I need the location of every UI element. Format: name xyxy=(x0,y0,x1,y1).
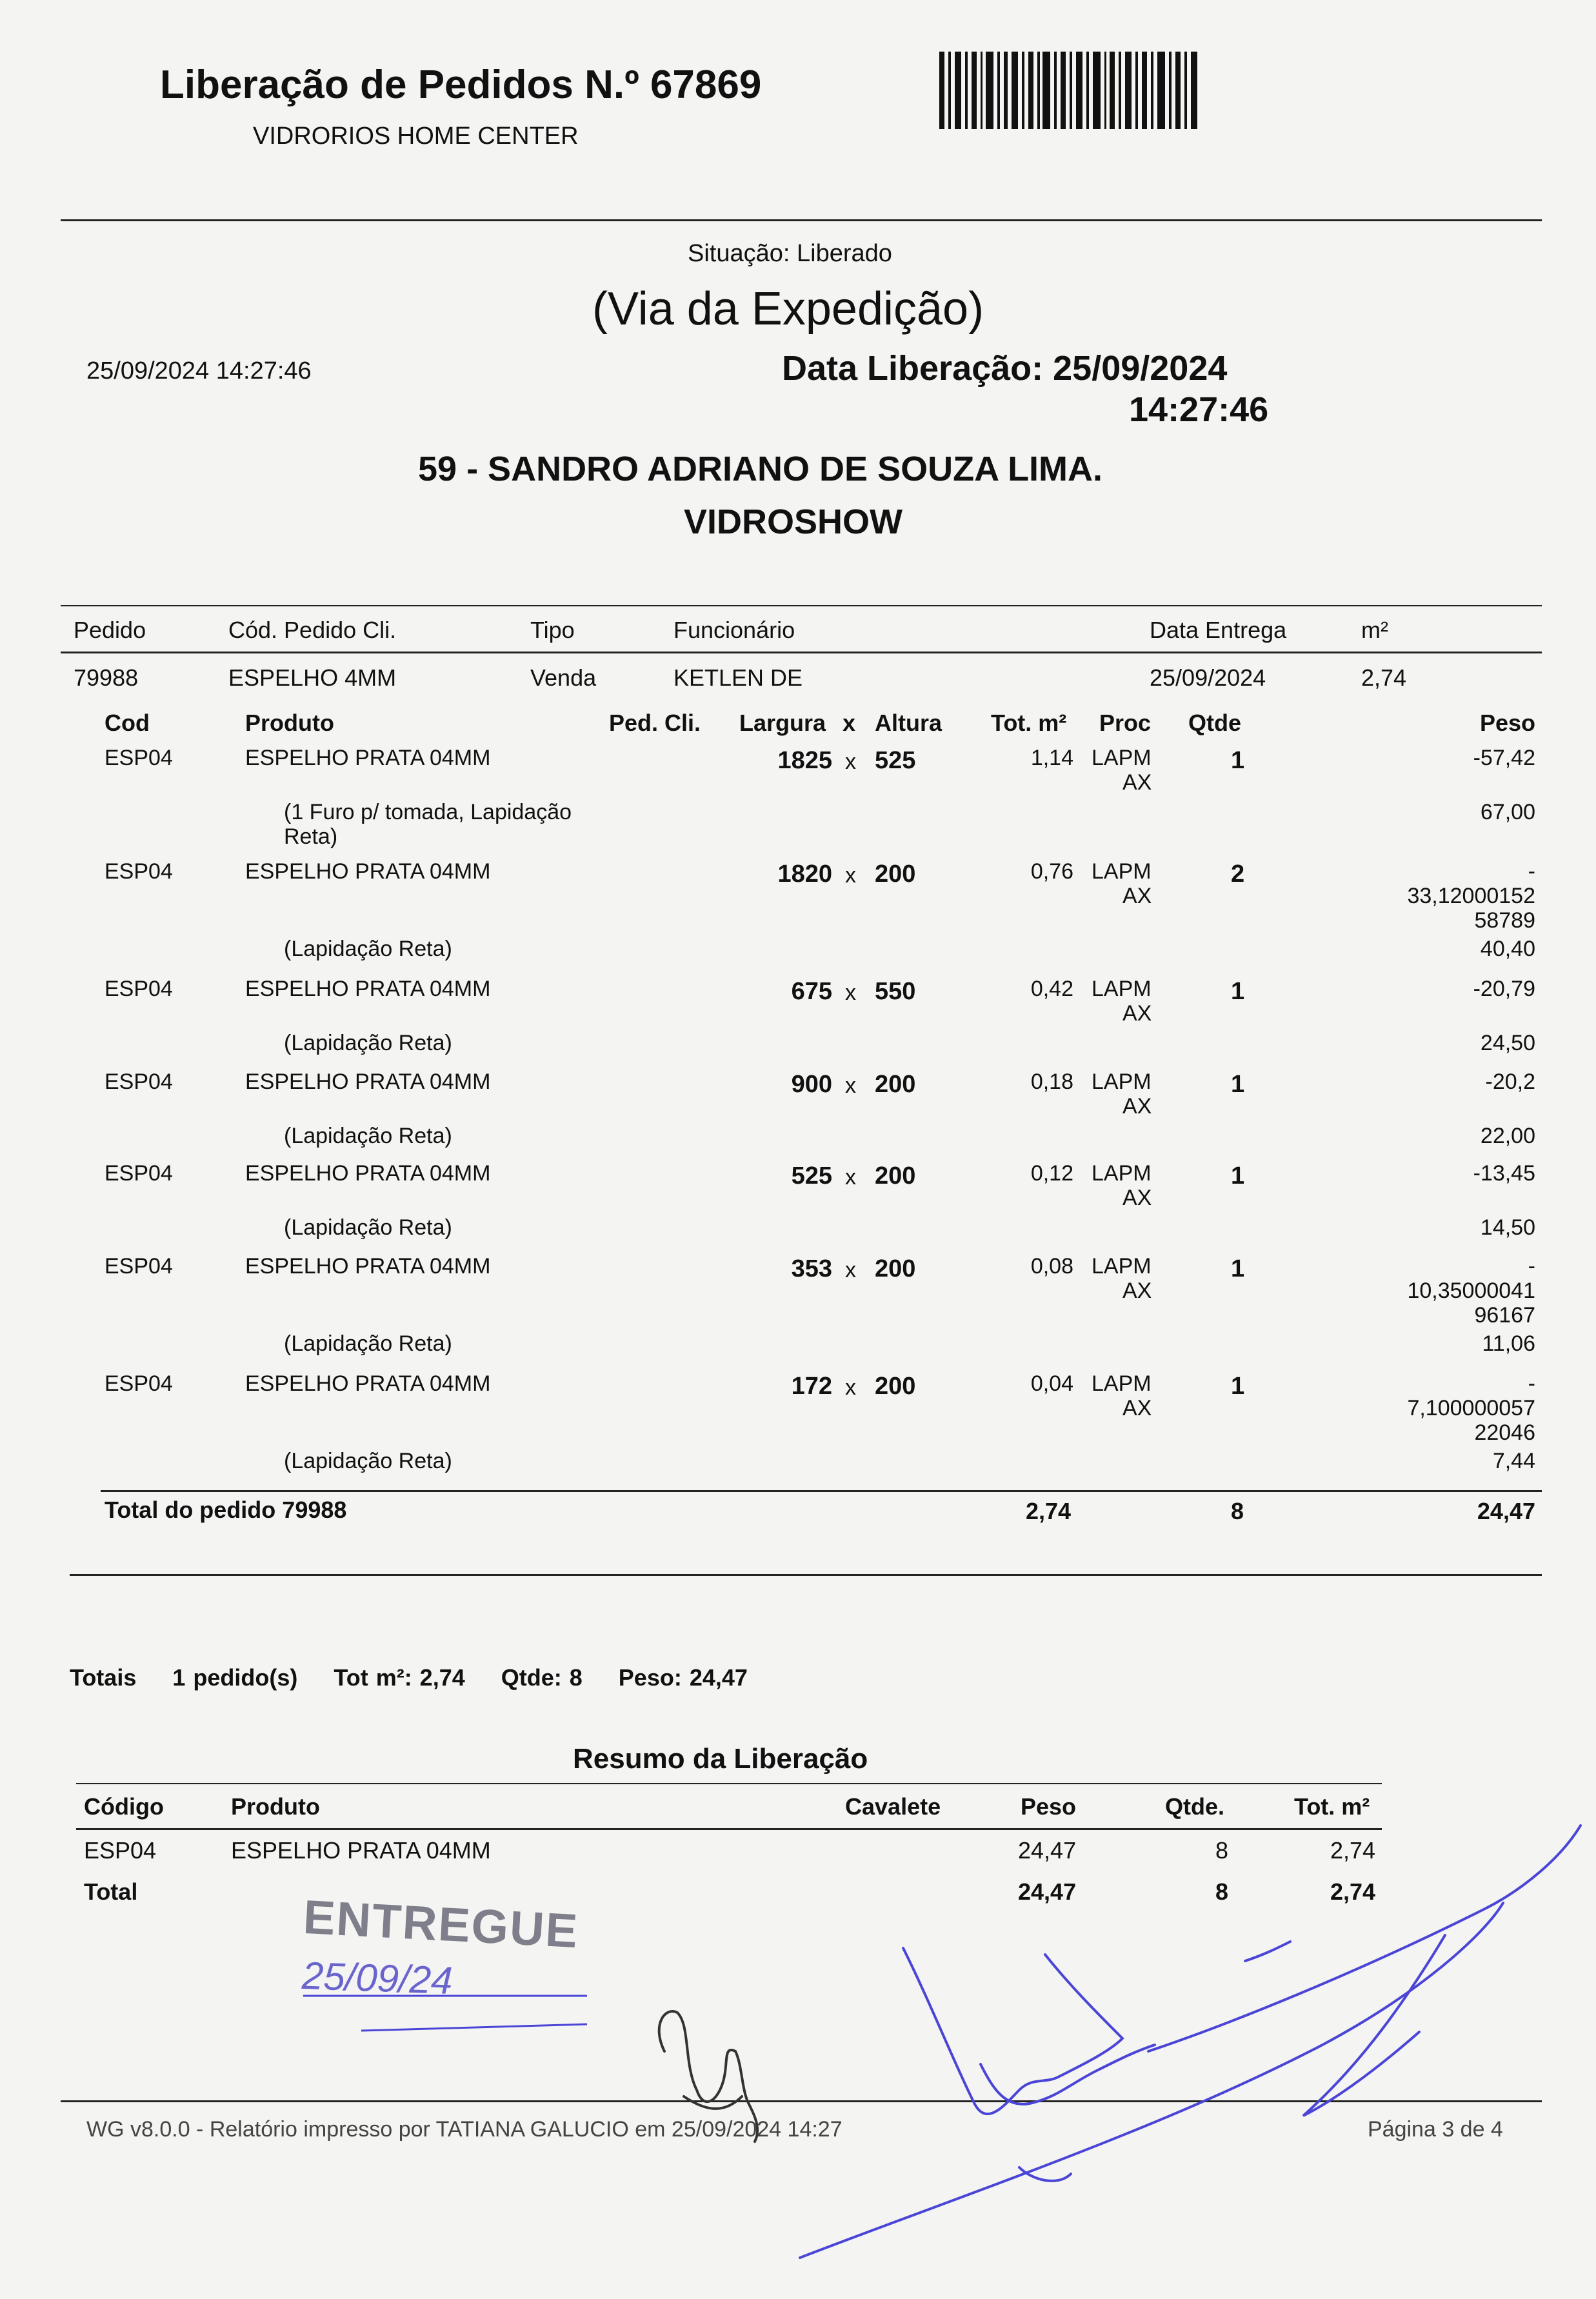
item-note-peso: 14,50 xyxy=(1480,1215,1535,1240)
item-peso: - xyxy=(1528,859,1535,884)
item-x: x xyxy=(845,1073,856,1098)
summary-col-produto: Produto xyxy=(231,1793,320,1820)
delivered-stamp: ENTREGUE xyxy=(302,1889,581,1958)
item-altura: 200 xyxy=(875,1071,916,1098)
via-label: (Via da Expedição) xyxy=(592,283,984,335)
item-proc: LAPM xyxy=(1092,746,1152,770)
order-data-entrega: 25/09/2024 xyxy=(1150,664,1266,691)
col-largura-header: Largura xyxy=(739,710,826,736)
status-label: Situação: Liberado xyxy=(688,240,892,267)
item-tot-m2: 0,18 xyxy=(1030,1070,1073,1094)
item-produto: ESPELHO PRATA 04MM xyxy=(245,746,491,770)
page-title: Liberação de Pedidos N.º 67869 xyxy=(160,63,762,107)
item-qtde: 2 xyxy=(1231,861,1245,888)
item-proc: LAPM xyxy=(1092,1070,1152,1094)
order-funcionario: KETLEN DE xyxy=(673,664,803,691)
item-altura: 525 xyxy=(875,747,916,774)
item-tot-m2: 0,76 xyxy=(1030,859,1073,884)
summary-peso: 24,47 xyxy=(1018,1837,1077,1864)
item-note: (Lapidação Reta) xyxy=(284,1331,452,1356)
item-produto: ESPELHO PRATA 04MM xyxy=(245,1070,491,1094)
item-proc: LAPM xyxy=(1092,1254,1152,1279)
item-qtde: 1 xyxy=(1231,978,1245,1005)
item-cod: ESP04 xyxy=(105,746,173,770)
barcode-icon xyxy=(939,52,1201,129)
col-pedido-header: Pedido xyxy=(74,617,146,643)
item-proc: LAPM xyxy=(1092,1161,1152,1186)
client-name: 59 - SANDRO ADRIANO DE SOUZA LIMA. xyxy=(418,450,1103,488)
item-x: x xyxy=(845,1375,856,1400)
item-produto: ESPELHO PRATA 04MM xyxy=(245,977,491,1001)
item-note-peso: 7,44 xyxy=(1492,1449,1535,1473)
item-qtde: 1 xyxy=(1231,1071,1245,1098)
item-peso: 10,35000041 xyxy=(1407,1279,1535,1303)
client-company: VIDROSHOW xyxy=(684,503,903,541)
item-x: x xyxy=(845,750,856,774)
order-tipo: Venda xyxy=(530,664,597,691)
order-pedido: 79988 xyxy=(74,664,139,691)
item-largura: 1820 xyxy=(777,861,832,888)
item-produto: ESPELHO PRATA 04MM xyxy=(245,1161,491,1186)
item-proc-ax: AX xyxy=(1122,1396,1152,1420)
col-tot-m2-header: Tot. m² xyxy=(991,710,1067,736)
item-note: (Lapidação Reta) xyxy=(284,1031,452,1055)
divider xyxy=(70,1574,1542,1576)
item-qtde: 1 xyxy=(1231,1373,1245,1400)
item-largura: 675 xyxy=(791,978,832,1005)
page-number: Página 3 de 4 xyxy=(1368,2117,1503,2142)
summary-col-peso: Peso xyxy=(1021,1793,1077,1820)
item-largura: 172 xyxy=(791,1373,832,1400)
item-note: (Lapidação Reta) xyxy=(284,1215,452,1240)
summary-title: Resumo da Liberação xyxy=(573,1743,868,1775)
col-cod-pedido-cli-header: Cód. Pedido Cli. xyxy=(228,617,397,643)
item-peso: -20,2 xyxy=(1485,1070,1535,1094)
col-proc-header: Proc xyxy=(1099,710,1152,736)
divider xyxy=(101,1490,1542,1492)
summary-col-cavalete: Cavalete xyxy=(845,1793,941,1820)
item-largura: 900 xyxy=(791,1071,832,1098)
summary-total-m2: 2,74 xyxy=(1330,1878,1376,1905)
item-largura: 1825 xyxy=(777,747,832,774)
summary-total-peso: 24,47 xyxy=(1018,1878,1077,1905)
item-produto: ESPELHO PRATA 04MM xyxy=(245,1254,491,1279)
divider xyxy=(61,219,1542,221)
item-altura: 200 xyxy=(875,1255,916,1282)
summary-total-qtde: 8 xyxy=(1215,1878,1229,1905)
item-proc-ax: AX xyxy=(1122,884,1152,908)
item-note-peso: 11,06 xyxy=(1482,1331,1535,1356)
item-altura: 200 xyxy=(875,1162,916,1189)
item-peso: -57,42 xyxy=(1473,746,1535,770)
summary-codigo: ESP04 xyxy=(84,1837,157,1864)
item-cod: ESP04 xyxy=(105,977,173,1001)
item-peso: 33,12000152 xyxy=(1407,884,1535,908)
order-m2: 2,74 xyxy=(1361,664,1407,691)
item-cod: ESP04 xyxy=(105,1254,173,1279)
totals-qtde: Qtde: 8 xyxy=(501,1664,583,1691)
item-peso: 96167 xyxy=(1474,1303,1535,1328)
item-note: Reta) xyxy=(284,824,338,849)
item-proc: LAPM xyxy=(1092,977,1152,1001)
item-largura: 353 xyxy=(791,1255,832,1282)
col-altura-header: Altura xyxy=(875,710,943,736)
totals-pedidos: 1 pedido(s) xyxy=(172,1664,298,1691)
item-proc-ax: AX xyxy=(1122,1186,1152,1210)
order-total-qtde: 8 xyxy=(1231,1498,1244,1524)
col-funcionario-header: Funcionário xyxy=(673,617,795,643)
stamp-date: 25/09/24 xyxy=(301,1953,454,2003)
item-note-peso: 67,00 xyxy=(1480,800,1535,824)
order-total-peso: 24,47 xyxy=(1477,1498,1535,1524)
item-peso: -13,45 xyxy=(1473,1161,1535,1186)
item-produto: ESPELHO PRATA 04MM xyxy=(245,859,491,884)
item-cod: ESP04 xyxy=(105,859,173,884)
order-cod-pedido-cli: ESPELHO 4MM xyxy=(228,664,397,691)
divider xyxy=(76,1783,1382,1784)
item-cod: ESP04 xyxy=(105,1161,173,1186)
order-total-label: Total do pedido 79988 xyxy=(105,1497,347,1523)
item-altura: 200 xyxy=(875,861,916,888)
release-time: 14:27:46 xyxy=(1129,390,1269,429)
col-qtde-header: Qtde xyxy=(1188,710,1242,736)
divider xyxy=(76,1828,1382,1830)
totals-peso: Peso: 24,47 xyxy=(618,1664,748,1691)
summary-tot-m2: 2,74 xyxy=(1330,1837,1376,1864)
item-altura: 550 xyxy=(875,978,916,1005)
col-m2-header: m² xyxy=(1361,617,1388,643)
col-tipo-header: Tipo xyxy=(530,617,575,643)
item-qtde: 1 xyxy=(1231,747,1245,774)
item-largura: 525 xyxy=(791,1162,832,1189)
summary-produto: ESPELHO PRATA 04MM xyxy=(231,1837,491,1864)
divider xyxy=(61,2100,1542,2102)
item-peso: - xyxy=(1528,1371,1535,1396)
item-produto: ESPELHO PRATA 04MM xyxy=(245,1371,491,1396)
item-proc-ax: AX xyxy=(1122,770,1152,795)
item-note: (1 Furo p/ tomada, Lapidação xyxy=(284,800,572,824)
order-total-m2: 2,74 xyxy=(1026,1498,1072,1524)
release-date: Data Liberação: 25/09/2024 xyxy=(782,349,1228,388)
item-altura: 200 xyxy=(875,1373,916,1400)
item-note-peso: 22,00 xyxy=(1480,1124,1535,1148)
col-ped-cli-header: Ped. Cli. xyxy=(609,710,701,736)
item-tot-m2: 0,08 xyxy=(1030,1254,1073,1279)
item-peso: - xyxy=(1528,1254,1535,1279)
totals-label: Totais xyxy=(70,1664,137,1691)
printed-datetime: 25/09/2024 14:27:46 xyxy=(86,357,312,384)
item-tot-m2: 0,42 xyxy=(1030,977,1073,1001)
col-produto-header: Produto xyxy=(245,710,334,736)
summary-qtde: 8 xyxy=(1215,1837,1229,1864)
item-peso: 7,100000057 xyxy=(1407,1396,1535,1420)
divider xyxy=(61,605,1542,606)
summary-total-label: Total xyxy=(84,1878,138,1905)
footer-text: WG v8.0.0 - Relatório impresso por TATIANA GALUCIO em 25/09/2024 14:27 xyxy=(86,2117,843,2142)
summary-col-tot-m2: Tot. m² xyxy=(1294,1793,1370,1820)
col-cod-header: Cod xyxy=(105,710,150,736)
totals-m2: Tot m²: 2,74 xyxy=(334,1664,465,1691)
company-name: VIDRORIOS HOME CENTER xyxy=(253,123,579,150)
item-note-peso: 24,50 xyxy=(1480,1031,1535,1055)
item-cod: ESP04 xyxy=(105,1371,173,1396)
item-qtde: 1 xyxy=(1231,1162,1245,1189)
item-peso: -20,79 xyxy=(1473,977,1535,1001)
item-note: (Lapidação Reta) xyxy=(284,1124,452,1148)
item-qtde: 1 xyxy=(1231,1255,1245,1282)
item-tot-m2: 0,12 xyxy=(1030,1161,1073,1186)
item-x: x xyxy=(845,863,856,888)
col-peso-header: Peso xyxy=(1479,710,1535,736)
item-proc-ax: AX xyxy=(1122,1094,1152,1119)
summary-col-codigo: Código xyxy=(84,1793,164,1820)
item-x: x xyxy=(845,980,856,1005)
item-x: x xyxy=(845,1165,856,1189)
item-peso: 58789 xyxy=(1474,908,1535,933)
item-note: (Lapidação Reta) xyxy=(284,937,452,961)
item-peso: 22046 xyxy=(1474,1420,1535,1445)
item-note: (Lapidação Reta) xyxy=(284,1449,452,1473)
item-note-peso: 40,40 xyxy=(1480,937,1535,961)
item-tot-m2: 0,04 xyxy=(1030,1371,1073,1396)
item-proc: LAPM xyxy=(1092,1371,1152,1396)
item-cod: ESP04 xyxy=(105,1070,173,1094)
totals-line xyxy=(70,1664,776,1691)
item-tot-m2: 1,14 xyxy=(1030,746,1073,770)
item-proc: LAPM xyxy=(1092,859,1152,884)
col-data-entrega-header: Data Entrega xyxy=(1150,617,1287,643)
col-x-header: x xyxy=(843,710,856,736)
item-proc-ax: AX xyxy=(1122,1279,1152,1303)
item-proc-ax: AX xyxy=(1122,1001,1152,1026)
summary-col-qtde: Qtde. xyxy=(1165,1793,1225,1820)
item-x: x xyxy=(845,1258,856,1282)
divider xyxy=(61,652,1542,653)
